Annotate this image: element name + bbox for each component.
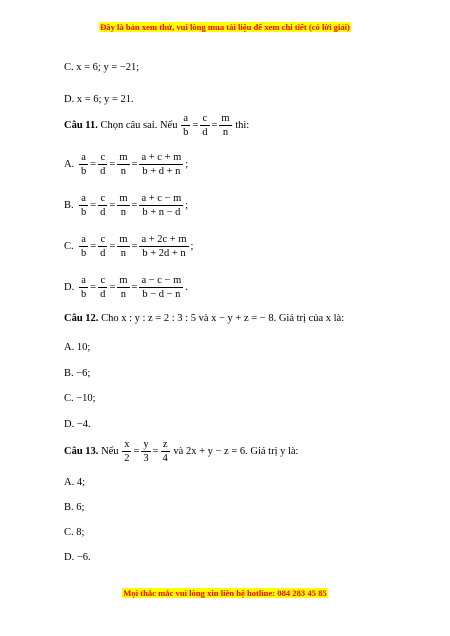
- fraction-c-d: $\frac{c}{d}$: [202, 113, 208, 138]
- q11-option-a: A. $\frac{a}{b}$ = $\frac{c}{d}$ = $\frac{m}{n}$ = $\frac{a + c + m}{b + d + n}$ ;: [64, 152, 189, 177]
- q12-option-b: B. −6;: [64, 368, 91, 379]
- question-11-text: Chọn câu sai. Nếu: [100, 120, 178, 131]
- fraction-a-b: $\frac{a}{b}$: [183, 113, 189, 138]
- question-13: Câu 13. Nếu $\frac{x}{2}$ = $\frac{y}{3}$ = $\frac{z}{4}$ và 2x + y − z = 6. Giá trị y là:: [64, 439, 299, 464]
- fraction-x-2: $\frac{x}{2}$: [124, 439, 130, 464]
- prev-option-d: D. x = 6; y = 21.: [64, 94, 134, 105]
- hotline-banner: Mọi thắc mắc vui lòng xin liên hệ hotline: 084 283 45 85: [123, 588, 327, 598]
- fraction-m-n: $\frac{m}{n}$: [221, 113, 230, 138]
- question-11: Câu 11. Chọn câu sai. Nếu $\frac{a}{b}$ = $\frac{c}{d}$ = $\frac{m}{n}$ thì:: [64, 113, 250, 138]
- q11-option-d: D. $\frac{a}{b}$ = $\frac{c}{d}$ = $\frac{m}{n}$ = $\frac{a - c - m}{b - d - n}$ .: [64, 275, 188, 300]
- question-11-label: Câu 11.: [64, 120, 98, 131]
- fraction-y-3: $\frac{y}{3}$: [143, 439, 149, 464]
- q13-option-c: C. 8;: [64, 527, 85, 538]
- question-13-label: Câu 13.: [64, 446, 99, 457]
- q11-option-c: C. $\frac{a}{b}$ = $\frac{c}{d}$ = $\frac{m}{n}$ = $\frac{a + 2c + m}{b + 2d + n}$ ;: [64, 234, 194, 259]
- prev-option-c: C. x = 6; y = −21;: [64, 62, 140, 73]
- q13-option-a: A. 4;: [64, 477, 85, 488]
- q12-option-a: A. 10;: [64, 342, 91, 353]
- q12-option-c: C. −10;: [64, 393, 96, 404]
- question-12-label: Câu 12.: [64, 313, 99, 324]
- q12-option-d: D. −4.: [64, 419, 91, 430]
- question-12-text: Cho x : y : z = 2 : 3 : 5 và x − y + z = − 8. Giá trị của x là:: [101, 313, 345, 324]
- q11-option-b: B. $\frac{a}{b}$ = $\frac{c}{d}$ = $\frac{m}{n}$ = $\frac{a + c - m}{b + n - d}$ ;: [64, 193, 189, 218]
- preview-notice-banner: Đây là bản xem thử, vui lòng mua tài liệu để xem chi tiết (có lời giải): [100, 22, 350, 32]
- fraction-z-4: $\frac{z}{4}$: [162, 439, 168, 464]
- q13-option-d: D. −6.: [64, 552, 91, 563]
- question-12: [64, 313, 344, 324]
- q13-option-b: B. 6;: [64, 502, 85, 513]
